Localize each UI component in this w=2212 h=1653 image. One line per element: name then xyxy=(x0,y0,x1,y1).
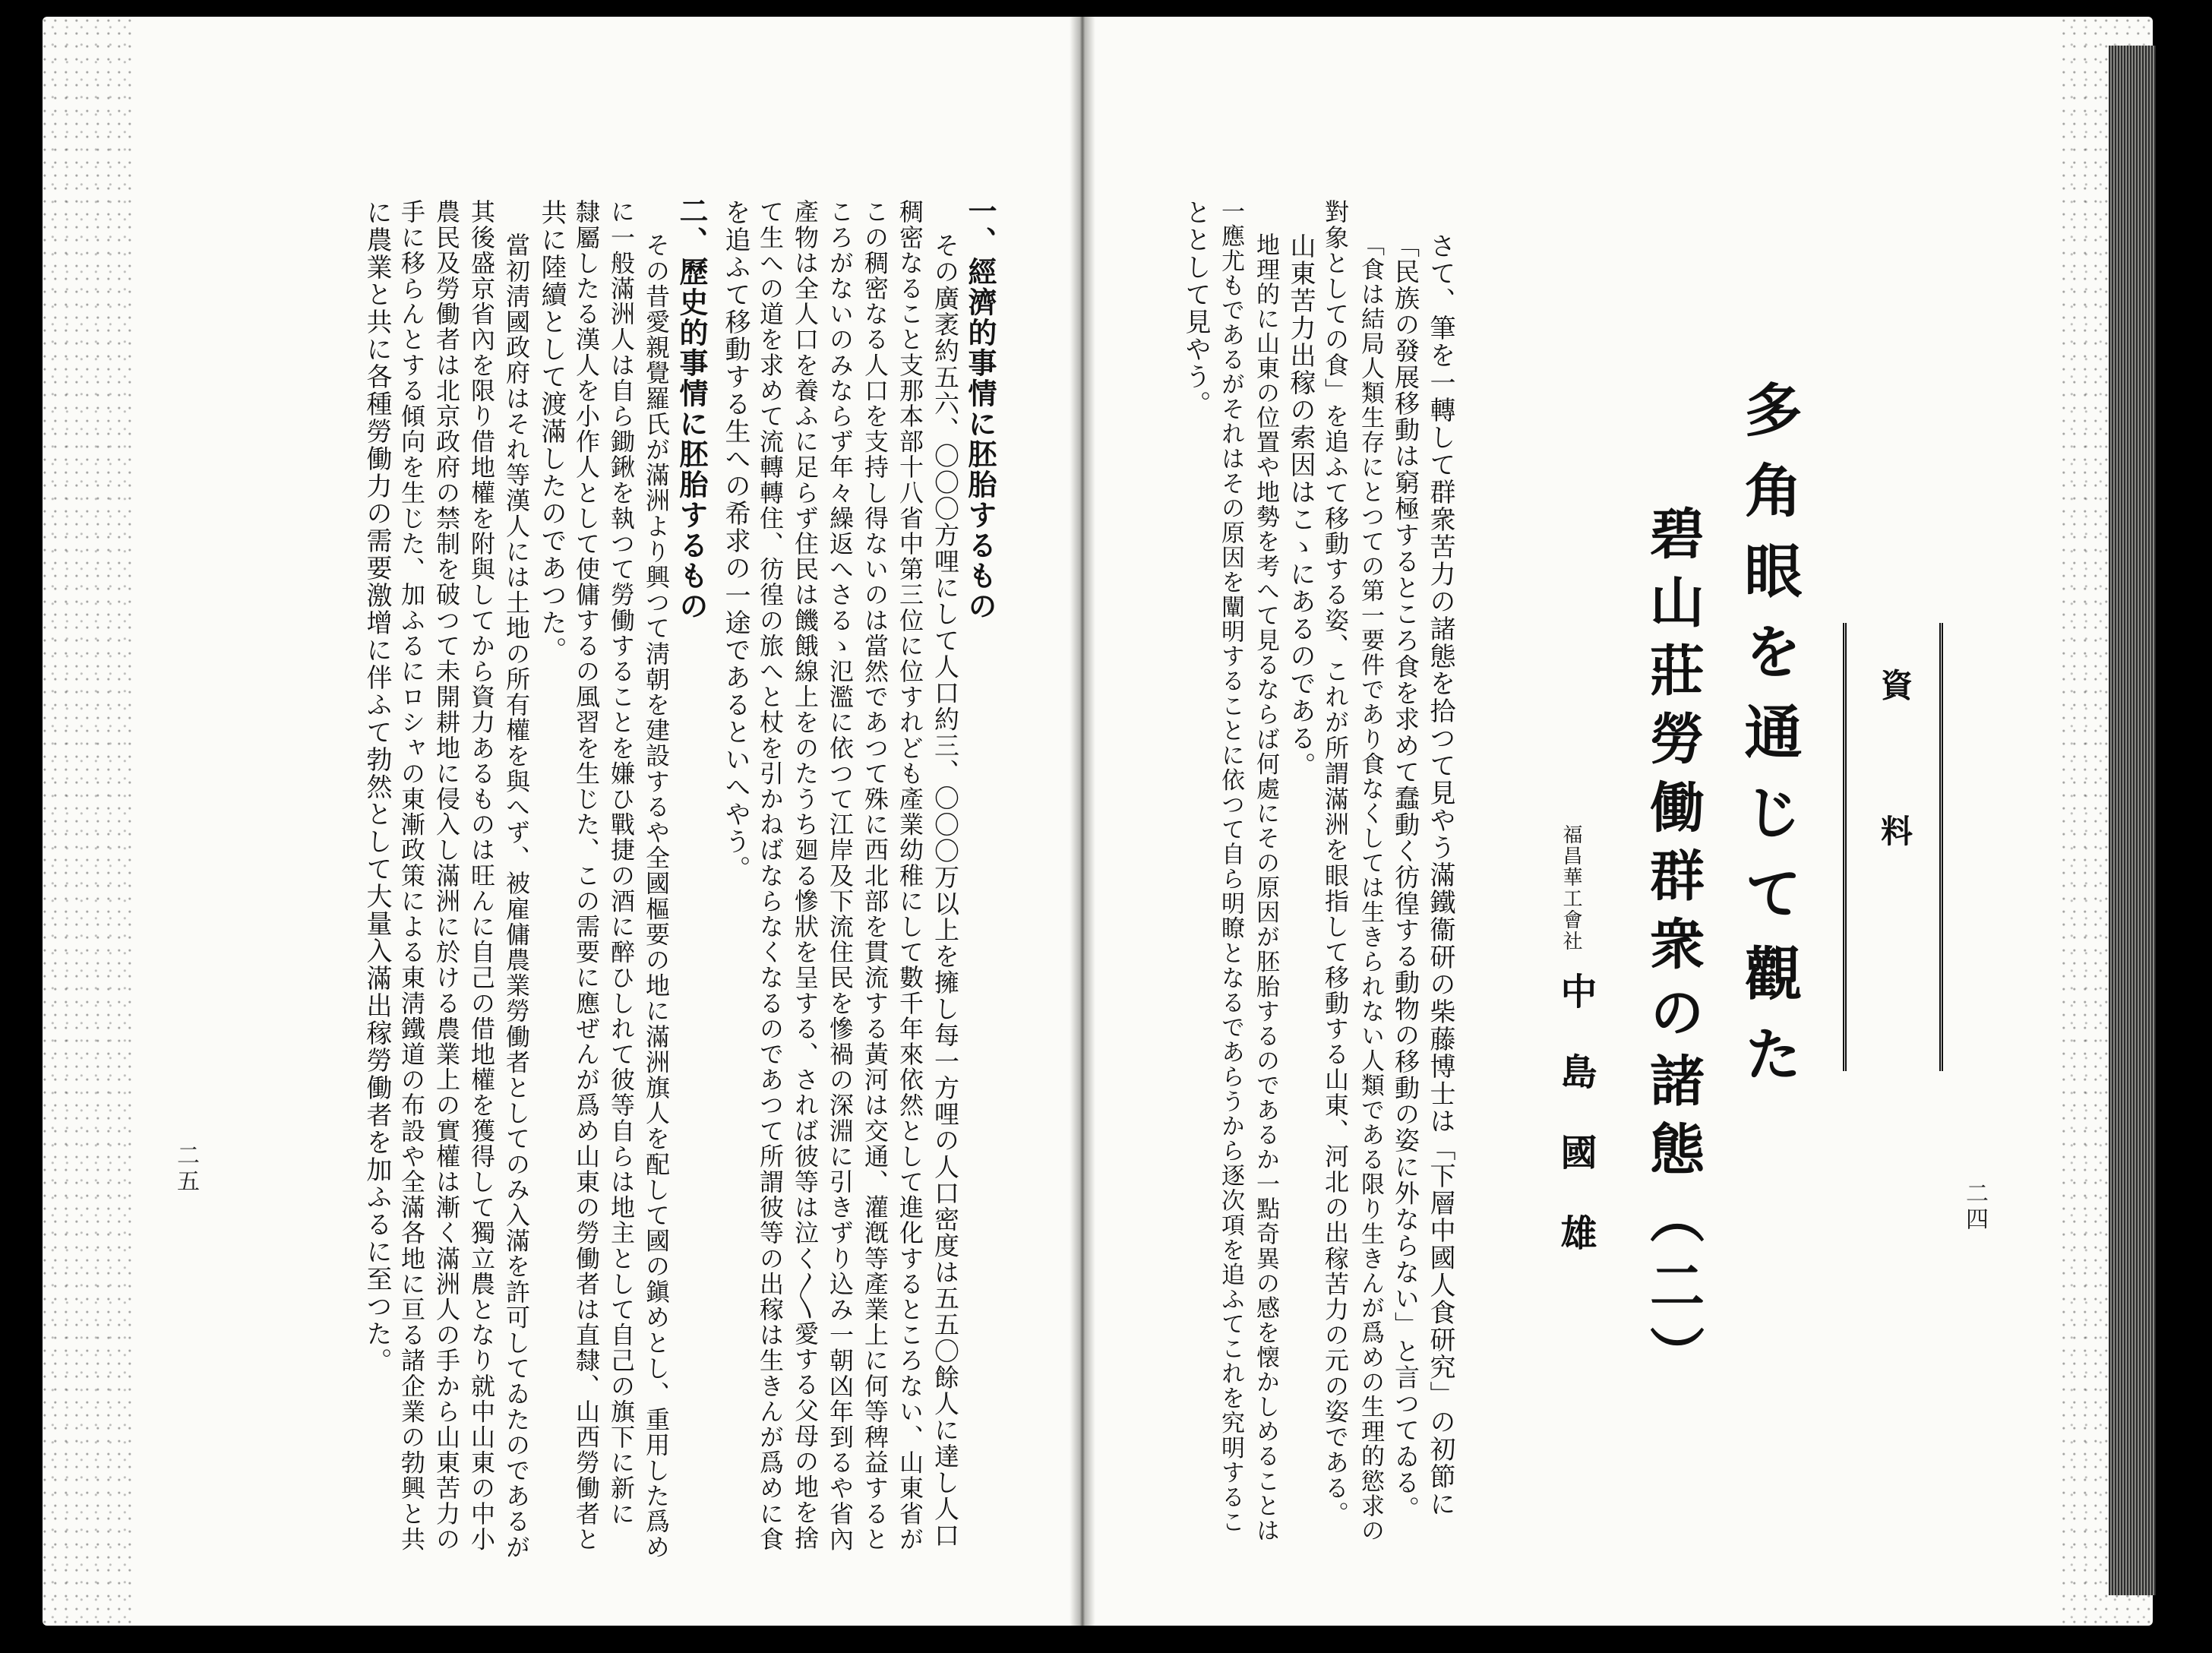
section-heading: 二、歷史的事情に胚胎するもの xyxy=(675,196,709,621)
body-line: 手に移らんとする傾向を生じた、加ふるにロシャの東漸政策による東淸鐵道の布設や全滿各地に亘る諸企業の勃興と共 xyxy=(397,199,426,1552)
page-number-right: 二四 xyxy=(1961,1181,1988,1233)
body-line: この稠密なる人口を支持し得ないのは當然であつて殊に西北部を貫流する黃河は交通、灌漑等產業上に何等稗益すると xyxy=(861,199,890,1552)
page-edges xyxy=(2109,46,2156,1595)
body-line: 當初淸國政府はそれ等漢人には土地の所有權を與へず、被雇傭農業勞働者としてのみ入滿を許可してゐたのであるが xyxy=(502,232,531,1560)
body-line: 山東苦力出稼の索因はこゝにあるのである。 xyxy=(1285,232,1316,779)
author-name: 中島國雄 xyxy=(1554,972,1597,1294)
body-line: 「民族の發展移動は窮極するところ食を求めて蠢動く彷徨する動物の移動の姿に外ならない」と言つてゐる。 xyxy=(1391,232,1420,1522)
page-number-left: 二五 xyxy=(172,1143,199,1195)
body-line: 「食は結局人類生存にとつての第一要件であり食なくしては生きられない人類である限り生きんが爲めの生理的慾求の xyxy=(1357,232,1384,1544)
body-line: 其後盛京省內を限り借地權を附與してから資力あるものは旺んに自己の借地權を獲得して獨立農となり就中山東の中小 xyxy=(467,199,496,1552)
body-line: ころがないのみならず年々繰返へさるゝ氾濫に依つて江岸及下流住民を慘禍の深淵に引きずり込み一朝凶年到るや省內 xyxy=(826,199,855,1552)
body-line: その廣袤約五六、〇〇〇方哩にして人口約三、〇〇〇万以上を擁し每一方哩の人口密度は五五〇餘人に達し人口 xyxy=(931,232,960,1549)
body-line: 對象としての食」を追ふて移動する姿、これが所謂滿洲を眼指して移動する山東、河北の出稼苦力の元の姿である。 xyxy=(1321,199,1350,1527)
body-line: て生への道を求めて流轉轉住、彷徨の旅へと杖を引かねばならなくなるのであつて所謂彼等の出稼は生きんが爲めに食 xyxy=(756,199,785,1552)
body-line: 地理的に山東の位置や地勢を考へて見るならば何處にその原因が胚胎するのであるか一點奇異の感を懐かしめることは xyxy=(1252,232,1279,1544)
body-line: 共に陸續として渡滿したのであつた。 xyxy=(536,199,567,664)
body-line: を追ふて移動する生への希求の一途であるといへやう。 xyxy=(720,199,750,883)
body-line: 一應尤もであるがそれはその原因を闡明することに依つて自ら明瞭となるであらうから逐次項を追ふてこれを究明するこ xyxy=(1217,199,1244,1534)
body-line: 產物は全人口を養ふに足らず住民は饑餓線上をのたうち廻る慘狀を呈する、されば彼等は泣く〳〵愛する父母の地を捨 xyxy=(791,199,820,1551)
body-line: さて、筆を一轉して群衆苦力の諸態を拾つて見やう滿鐵衞研の柴藤博士は「下層中國人食研究」の初節に xyxy=(1425,232,1455,1518)
body-line: 稠密なること支那本部十八省中第三位に位すれども產業幼稚にして數千年來依然として進化するところない、山東省が xyxy=(896,199,924,1552)
body-line: に農業と共に各種勞働力の需要激增に伴ふて勃然として大量入滿出稼勞働者を加ふるに至つた。 xyxy=(362,199,392,1375)
body-line: ととして見やう。 xyxy=(1180,199,1211,418)
article-title: 多角眼を通じて觀た xyxy=(1735,380,1803,1105)
book-gutter xyxy=(1070,17,1095,1626)
author-affiliation: 福昌華工會社 xyxy=(1559,824,1582,952)
page-edge-speckle xyxy=(43,17,134,1626)
article-subtitle: 碧山莊勞働群衆の諸態（二） xyxy=(1641,505,1705,1394)
body-line: に一般滿洲人は自ら鋤鍬を執つて勞働することを嫌ひ戰捷の酒に醉ひしれて彼等自らは地主として自己の旗下に新に xyxy=(607,199,636,1527)
body-line: その昔愛親覺羅氏が滿洲より興つて淸朝を建設するや全國樞要の地に滿洲旗人を配して國の鎭めとし、重用した爲め xyxy=(642,232,671,1560)
section-label: 資料 xyxy=(1876,668,1913,960)
body-line: 農民及勞働者は北京政府の禁制を破つて未開耕地に侵入し滿洲に於ける農業上の實權は漸く滿洲人の手から山東苦力の xyxy=(432,199,461,1552)
body-line: 隸屬したる漢人を小作人として使傭するの風習を生じた、この需要に應ぜんが爲め山東の勞働者は直隸、山西勞働者と xyxy=(572,199,601,1552)
section-heading: 一、經濟的事情に胚胎するもの xyxy=(963,196,997,621)
